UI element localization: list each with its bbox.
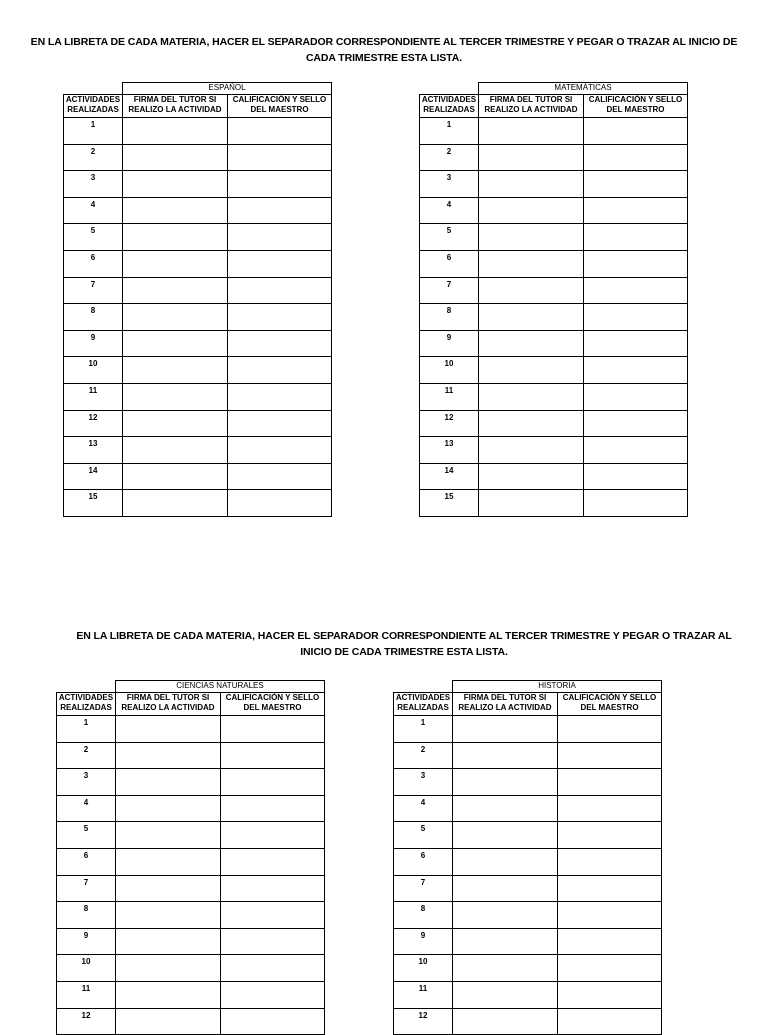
grade-cell bbox=[221, 955, 325, 982]
table-row bbox=[57, 716, 325, 743]
grade-cell bbox=[228, 171, 332, 198]
signature-cell bbox=[453, 1008, 558, 1035]
activity-number: 7 bbox=[64, 277, 123, 304]
signature-cell bbox=[116, 981, 221, 1008]
table-row bbox=[64, 250, 332, 277]
activity-number: 7 bbox=[420, 277, 479, 304]
header-grade: CALIFICACIÓN Y SELLO DEL MAESTRO bbox=[221, 693, 325, 716]
signature-cell bbox=[453, 742, 558, 769]
grade-cell bbox=[221, 742, 325, 769]
table-espanol bbox=[63, 82, 332, 517]
activity-number: 4 bbox=[394, 795, 453, 822]
activity-number: 3 bbox=[57, 769, 116, 796]
grade-cell bbox=[558, 795, 662, 822]
activity-number: 5 bbox=[394, 822, 453, 849]
signature-cell bbox=[123, 437, 228, 464]
signature-cell bbox=[479, 437, 584, 464]
subject-title: HISTORIA bbox=[453, 681, 662, 693]
activity-number: 2 bbox=[64, 144, 123, 171]
grade-cell bbox=[228, 410, 332, 437]
table-row bbox=[420, 330, 688, 357]
grade-cell bbox=[228, 463, 332, 490]
header-activities: ACTIVIDADES REALIZADAS bbox=[57, 693, 116, 716]
table-row bbox=[64, 118, 332, 145]
header-grade: CALIFICACIÓN Y SELLO DEL MAESTRO bbox=[228, 95, 332, 118]
signature-cell bbox=[123, 330, 228, 357]
activity-number: 3 bbox=[394, 769, 453, 796]
activity-number: 11 bbox=[420, 383, 479, 410]
table-row bbox=[57, 902, 325, 929]
activity-number: 14 bbox=[64, 463, 123, 490]
activity-number: 10 bbox=[394, 955, 453, 982]
activity-number: 8 bbox=[57, 902, 116, 929]
activity-number: 8 bbox=[64, 304, 123, 331]
activity-number: 10 bbox=[57, 955, 116, 982]
header-signature: FIRMA DEL TUTOR SI REALIZO LA ACTIVIDAD bbox=[479, 95, 584, 118]
grade-cell bbox=[584, 490, 688, 517]
grade-cell bbox=[558, 742, 662, 769]
table-row bbox=[394, 716, 662, 743]
activity-number: 2 bbox=[57, 742, 116, 769]
table-row bbox=[420, 277, 688, 304]
grade-cell bbox=[584, 383, 688, 410]
activity-number: 13 bbox=[64, 437, 123, 464]
table-row bbox=[64, 197, 332, 224]
grade-cell bbox=[584, 304, 688, 331]
table-row bbox=[64, 304, 332, 331]
signature-cell bbox=[479, 490, 584, 517]
signature-cell bbox=[479, 171, 584, 198]
table-row bbox=[420, 144, 688, 171]
grade-cell bbox=[228, 224, 332, 251]
header-activities: ACTIVIDADES REALIZADAS bbox=[420, 95, 479, 118]
activity-number: 10 bbox=[420, 357, 479, 384]
signature-cell bbox=[453, 716, 558, 743]
grade-cell bbox=[584, 410, 688, 437]
signature-cell bbox=[123, 304, 228, 331]
activity-number: 12 bbox=[57, 1008, 116, 1035]
table-row bbox=[57, 875, 325, 902]
activity-number: 5 bbox=[64, 224, 123, 251]
grade-cell bbox=[221, 716, 325, 743]
grade-cell bbox=[221, 795, 325, 822]
signature-cell bbox=[479, 144, 584, 171]
grade-cell bbox=[558, 822, 662, 849]
activity-number: 6 bbox=[420, 250, 479, 277]
grade-cell bbox=[584, 330, 688, 357]
activity-number: 12 bbox=[420, 410, 479, 437]
table-row bbox=[64, 224, 332, 251]
grade-cell bbox=[228, 437, 332, 464]
grade-cell bbox=[228, 490, 332, 517]
grade-cell bbox=[584, 437, 688, 464]
grade-cell bbox=[584, 250, 688, 277]
signature-cell bbox=[116, 955, 221, 982]
table-historia bbox=[393, 680, 662, 1035]
activity-number: 15 bbox=[420, 490, 479, 517]
activity-number: 5 bbox=[57, 822, 116, 849]
activity-number: 13 bbox=[420, 437, 479, 464]
signature-cell bbox=[453, 875, 558, 902]
table-row bbox=[420, 383, 688, 410]
table-row bbox=[64, 383, 332, 410]
signature-cell bbox=[453, 848, 558, 875]
table-row bbox=[57, 822, 325, 849]
signature-cell bbox=[116, 848, 221, 875]
header-signature: FIRMA DEL TUTOR SI REALIZO LA ACTIVIDAD bbox=[116, 693, 221, 716]
signature-cell bbox=[479, 304, 584, 331]
activity-number: 8 bbox=[394, 902, 453, 929]
activity-number: 1 bbox=[64, 118, 123, 145]
signature-cell bbox=[453, 928, 558, 955]
activity-number: 12 bbox=[64, 410, 123, 437]
activity-number: 9 bbox=[420, 330, 479, 357]
corner-blank bbox=[394, 681, 453, 693]
signature-cell bbox=[479, 250, 584, 277]
table-row bbox=[57, 848, 325, 875]
signature-cell bbox=[123, 197, 228, 224]
table-row bbox=[64, 490, 332, 517]
header-activities: ACTIVIDADES REALIZADAS bbox=[394, 693, 453, 716]
grade-cell bbox=[558, 955, 662, 982]
table-ciencias-naturales bbox=[56, 680, 325, 1035]
activity-number: 10 bbox=[64, 357, 123, 384]
grade-cell bbox=[558, 981, 662, 1008]
grade-cell bbox=[221, 928, 325, 955]
table-row bbox=[394, 1008, 662, 1035]
table-row bbox=[420, 437, 688, 464]
signature-cell bbox=[116, 875, 221, 902]
signature-cell bbox=[453, 769, 558, 796]
table-row bbox=[420, 197, 688, 224]
corner-blank bbox=[64, 83, 123, 95]
grade-cell bbox=[228, 277, 332, 304]
signature-cell bbox=[116, 769, 221, 796]
grade-cell bbox=[228, 144, 332, 171]
activity-number: 6 bbox=[394, 848, 453, 875]
activity-number: 1 bbox=[420, 118, 479, 145]
signature-cell bbox=[116, 902, 221, 929]
table-row bbox=[57, 981, 325, 1008]
activity-number: 11 bbox=[394, 981, 453, 1008]
grade-cell bbox=[221, 902, 325, 929]
signature-cell bbox=[479, 357, 584, 384]
signature-cell bbox=[123, 224, 228, 251]
table-row bbox=[394, 902, 662, 929]
table-row bbox=[394, 822, 662, 849]
activity-number: 3 bbox=[420, 171, 479, 198]
activity-number: 3 bbox=[64, 171, 123, 198]
activity-number: 14 bbox=[420, 463, 479, 490]
grade-cell bbox=[584, 357, 688, 384]
signature-cell bbox=[123, 357, 228, 384]
table-row bbox=[420, 490, 688, 517]
subject-title: ESPAÑOL bbox=[123, 83, 332, 95]
subject-title: CIENCIAS NATURALES bbox=[116, 681, 325, 693]
signature-cell bbox=[453, 955, 558, 982]
corner-blank bbox=[57, 681, 116, 693]
grade-cell bbox=[228, 197, 332, 224]
table-row bbox=[64, 277, 332, 304]
signature-cell bbox=[116, 1008, 221, 1035]
grade-cell bbox=[221, 875, 325, 902]
grade-cell bbox=[558, 902, 662, 929]
table-row bbox=[394, 795, 662, 822]
table-row bbox=[420, 118, 688, 145]
table-row bbox=[57, 795, 325, 822]
grade-cell bbox=[584, 197, 688, 224]
activity-number: 9 bbox=[64, 330, 123, 357]
signature-cell bbox=[453, 981, 558, 1008]
signature-cell bbox=[123, 171, 228, 198]
table-row bbox=[394, 955, 662, 982]
signature-cell bbox=[123, 490, 228, 517]
grade-cell bbox=[584, 224, 688, 251]
table-row bbox=[420, 304, 688, 331]
table-row bbox=[394, 928, 662, 955]
grade-cell bbox=[584, 144, 688, 171]
activity-number: 11 bbox=[64, 383, 123, 410]
signature-cell bbox=[116, 822, 221, 849]
activity-number: 1 bbox=[57, 716, 116, 743]
grade-cell bbox=[221, 848, 325, 875]
activity-number: 6 bbox=[64, 250, 123, 277]
header-grade: CALIFICACIÓN Y SELLO DEL MAESTRO bbox=[584, 95, 688, 118]
table-row bbox=[394, 981, 662, 1008]
activity-number: 8 bbox=[420, 304, 479, 331]
signature-cell bbox=[116, 742, 221, 769]
corner-blank bbox=[420, 83, 479, 95]
grade-cell bbox=[584, 277, 688, 304]
signature-cell bbox=[123, 118, 228, 145]
table-row bbox=[420, 224, 688, 251]
table-row bbox=[64, 437, 332, 464]
grade-cell bbox=[228, 330, 332, 357]
signature-cell bbox=[479, 330, 584, 357]
grade-cell bbox=[221, 822, 325, 849]
activity-number: 4 bbox=[420, 197, 479, 224]
activity-number: 12 bbox=[394, 1008, 453, 1035]
activity-number: 7 bbox=[394, 875, 453, 902]
signature-cell bbox=[453, 902, 558, 929]
table-row bbox=[420, 250, 688, 277]
signature-cell bbox=[479, 383, 584, 410]
table-row bbox=[57, 1008, 325, 1035]
signature-cell bbox=[123, 410, 228, 437]
table-row bbox=[64, 144, 332, 171]
table-row bbox=[394, 769, 662, 796]
table-row bbox=[64, 171, 332, 198]
header-signature: FIRMA DEL TUTOR SI REALIZO LA ACTIVIDAD bbox=[453, 693, 558, 716]
activity-number: 7 bbox=[57, 875, 116, 902]
activity-number: 9 bbox=[394, 928, 453, 955]
signature-cell bbox=[116, 928, 221, 955]
instructions-heading-top: EN LA LIBRETA DE CADA MATERIA, HACER EL SEPARADOR CORRESPONDIENTE AL TERCER TRIMESTRE Y PEGAR O TRAZAR AL INICIO DE CADA TRIMESTRE ESTA LISTA. bbox=[30, 36, 738, 64]
table-row bbox=[64, 357, 332, 384]
signature-cell bbox=[479, 197, 584, 224]
activity-number: 4 bbox=[64, 197, 123, 224]
grade-cell bbox=[228, 118, 332, 145]
grade-cell bbox=[221, 1008, 325, 1035]
table-row bbox=[420, 410, 688, 437]
grade-cell bbox=[558, 716, 662, 743]
activity-number: 15 bbox=[64, 490, 123, 517]
table-row bbox=[57, 742, 325, 769]
table-row bbox=[64, 410, 332, 437]
grade-cell bbox=[221, 769, 325, 796]
signature-cell bbox=[479, 277, 584, 304]
table-row bbox=[394, 848, 662, 875]
grade-cell bbox=[228, 383, 332, 410]
signature-cell bbox=[453, 822, 558, 849]
table-row bbox=[420, 463, 688, 490]
header-activities: ACTIVIDADES REALIZADAS bbox=[64, 95, 123, 118]
signature-cell bbox=[123, 383, 228, 410]
grade-cell bbox=[221, 981, 325, 1008]
activity-number: 9 bbox=[57, 928, 116, 955]
signature-cell bbox=[479, 118, 584, 145]
grade-cell bbox=[558, 769, 662, 796]
grade-cell bbox=[558, 848, 662, 875]
table-row bbox=[420, 357, 688, 384]
grade-cell bbox=[558, 875, 662, 902]
table-row bbox=[57, 928, 325, 955]
signature-cell bbox=[479, 410, 584, 437]
grade-cell bbox=[228, 304, 332, 331]
signature-cell bbox=[123, 463, 228, 490]
signature-cell bbox=[116, 716, 221, 743]
signature-cell bbox=[123, 250, 228, 277]
grade-cell bbox=[558, 1008, 662, 1035]
subject-title: MATEMÁTICAS bbox=[479, 83, 688, 95]
signature-cell bbox=[479, 463, 584, 490]
table-row bbox=[420, 171, 688, 198]
activity-number: 6 bbox=[57, 848, 116, 875]
activity-number: 2 bbox=[420, 144, 479, 171]
activity-number: 11 bbox=[57, 981, 116, 1008]
grade-cell bbox=[558, 928, 662, 955]
table-row bbox=[394, 875, 662, 902]
header-signature: FIRMA DEL TUTOR SI REALIZO LA ACTIVIDAD bbox=[123, 95, 228, 118]
grade-cell bbox=[228, 250, 332, 277]
signature-cell bbox=[123, 277, 228, 304]
header-grade: CALIFICACIÓN Y SELLO DEL MAESTRO bbox=[558, 693, 662, 716]
table-row bbox=[64, 330, 332, 357]
table-row bbox=[57, 769, 325, 796]
signature-cell bbox=[123, 144, 228, 171]
grade-cell bbox=[228, 357, 332, 384]
activity-number: 2 bbox=[394, 742, 453, 769]
grade-cell bbox=[584, 463, 688, 490]
signature-cell bbox=[116, 795, 221, 822]
grade-cell bbox=[584, 118, 688, 145]
grade-cell bbox=[584, 171, 688, 198]
signature-cell bbox=[479, 224, 584, 251]
table-row bbox=[394, 742, 662, 769]
activity-number: 5 bbox=[420, 224, 479, 251]
signature-cell bbox=[453, 795, 558, 822]
table-matematicas bbox=[419, 82, 688, 517]
instructions-heading-bottom: EN LA LIBRETA DE CADA MATERIA, HACER EL SEPARADOR CORRESPONDIENTE AL TERCER TRIMESTRE Y PEGAR O TRAZAR AL INICIO DE CADA TRIMESTRE ESTA LISTA. bbox=[76, 630, 732, 658]
activity-number: 1 bbox=[394, 716, 453, 743]
activity-number: 4 bbox=[57, 795, 116, 822]
table-row bbox=[64, 463, 332, 490]
table-row bbox=[57, 955, 325, 982]
